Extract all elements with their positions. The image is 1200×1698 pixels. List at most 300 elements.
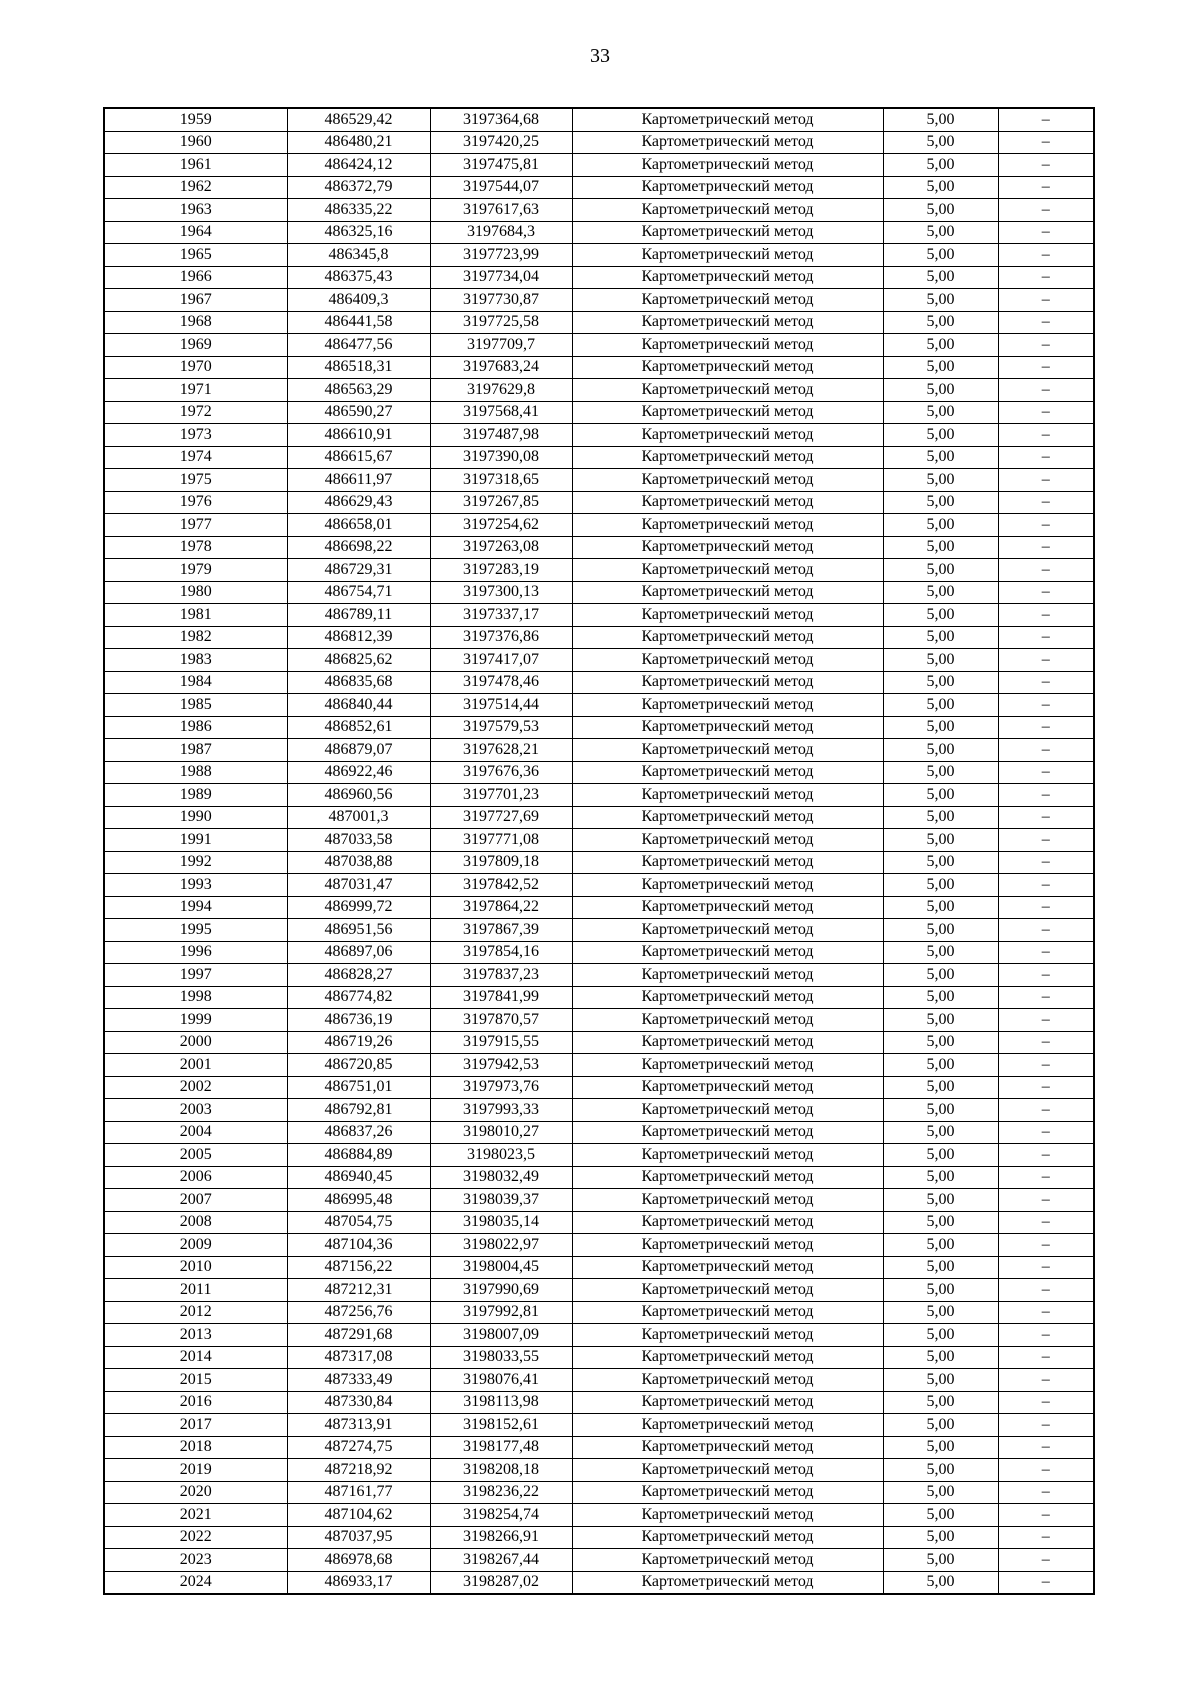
point-number-cell: 2000 [104,1031,287,1054]
method-cell: Картометрический метод [572,1301,883,1324]
x-coordinate-cell: 486477,56 [287,334,430,357]
x-coordinate-cell: 487031,47 [287,874,430,897]
y-coordinate-cell: 3197390,08 [430,446,572,469]
y-coordinate-cell: 3198010,27 [430,1121,572,1144]
x-coordinate-cell: 486940,45 [287,1166,430,1189]
precision-cell: 5,00 [883,108,998,131]
table-row [104,851,1094,874]
y-coordinate-cell: 3198267,44 [430,1549,572,1572]
x-coordinate-cell: 486590,27 [287,401,430,424]
precision-cell: 5,00 [883,446,998,469]
method-cell: Картометрический метод [572,829,883,852]
method-cell: Картометрический метод [572,1031,883,1054]
y-coordinate-cell: 3197870,57 [430,1009,572,1032]
precision-cell: 5,00 [883,221,998,244]
precision-cell: 5,00 [883,1121,998,1144]
method-cell: Картометрический метод [572,1324,883,1347]
dash-cell: – [998,1459,1094,1482]
method-cell: Картометрический метод [572,1414,883,1437]
x-coordinate-cell: 486719,26 [287,1031,430,1054]
y-coordinate-cell: 3197318,65 [430,469,572,492]
dash-cell: – [998,694,1094,717]
x-coordinate-cell: 486563,29 [287,379,430,402]
x-coordinate-cell: 486698,22 [287,536,430,559]
x-coordinate-cell: 486897,06 [287,941,430,964]
point-number-cell: 1975 [104,469,287,492]
dash-cell: – [998,108,1094,131]
x-coordinate-cell: 487161,77 [287,1481,430,1504]
precision-cell: 5,00 [883,356,998,379]
method-cell: Картометрический метод [572,806,883,829]
page-number: 33 [590,45,610,67]
dash-cell: – [998,334,1094,357]
point-number-cell: 1961 [104,154,287,177]
point-number-cell: 1983 [104,649,287,672]
method-cell: Картометрический метод [572,671,883,694]
x-coordinate-cell: 486335,22 [287,199,430,222]
point-number-cell: 2022 [104,1526,287,1549]
precision-cell: 5,00 [883,1189,998,1212]
method-cell: Картометрический метод [572,784,883,807]
dash-cell: – [998,1121,1094,1144]
y-coordinate-cell: 3197478,46 [430,671,572,694]
dash-cell: – [998,1211,1094,1234]
table-row [104,424,1094,447]
point-number-cell: 1962 [104,176,287,199]
precision-cell: 5,00 [883,1076,998,1099]
point-number-cell: 2006 [104,1166,287,1189]
point-number-cell: 1993 [104,874,287,897]
method-cell: Картометрический метод [572,356,883,379]
method-cell: Картометрический метод [572,154,883,177]
method-cell: Картометрический метод [572,424,883,447]
point-number-cell: 2003 [104,1099,287,1122]
method-cell: Картометрический метод [572,1504,883,1527]
precision-cell: 5,00 [883,581,998,604]
y-coordinate-cell: 3197725,58 [430,311,572,334]
x-coordinate-cell: 486884,89 [287,1144,430,1167]
point-number-cell: 1986 [104,716,287,739]
dash-cell: – [998,919,1094,942]
table-row [104,131,1094,154]
point-number-cell: 1988 [104,761,287,784]
dash-cell: – [998,1166,1094,1189]
x-coordinate-cell: 486325,16 [287,221,430,244]
table-row [104,1031,1094,1054]
dash-cell: – [998,1526,1094,1549]
method-cell: Картометрический метод [572,1436,883,1459]
table-row [104,514,1094,537]
x-coordinate-cell: 486922,46 [287,761,430,784]
point-number-cell: 1972 [104,401,287,424]
table-row [104,1549,1094,1572]
dash-cell: – [998,514,1094,537]
precision-cell: 5,00 [883,1346,998,1369]
point-number-cell: 2015 [104,1369,287,1392]
dash-cell: – [998,1324,1094,1347]
y-coordinate-cell: 3197267,85 [430,491,572,514]
precision-cell: 5,00 [883,604,998,627]
point-number-cell: 1976 [104,491,287,514]
y-coordinate-cell: 3197376,86 [430,626,572,649]
point-number-cell: 1990 [104,806,287,829]
x-coordinate-cell: 486960,56 [287,784,430,807]
method-cell: Картометрический метод [572,221,883,244]
table-row [104,1436,1094,1459]
precision-cell: 5,00 [883,1301,998,1324]
x-coordinate-cell: 486774,82 [287,986,430,1009]
precision-cell: 5,00 [883,424,998,447]
y-coordinate-cell: 3197420,25 [430,131,572,154]
point-number-cell: 2004 [104,1121,287,1144]
dash-cell: – [998,784,1094,807]
point-number-cell: 2010 [104,1256,287,1279]
y-coordinate-cell: 3197568,41 [430,401,572,424]
dash-cell: – [998,649,1094,672]
point-number-cell: 1977 [104,514,287,537]
method-cell: Картометрический метод [572,1346,883,1369]
x-coordinate-cell: 487156,22 [287,1256,430,1279]
y-coordinate-cell: 3197915,55 [430,1031,572,1054]
y-coordinate-cell: 3198035,14 [430,1211,572,1234]
table-row [104,896,1094,919]
precision-cell: 5,00 [883,649,998,672]
precision-cell: 5,00 [883,1504,998,1527]
y-coordinate-cell: 3197990,69 [430,1279,572,1302]
table-row [104,1301,1094,1324]
point-number-cell: 1978 [104,536,287,559]
point-number-cell: 2019 [104,1459,287,1482]
table-row [104,1166,1094,1189]
table-row [104,1459,1094,1482]
point-number-cell: 1995 [104,919,287,942]
dash-cell: – [998,401,1094,424]
method-cell: Картометрический метод [572,334,883,357]
precision-cell: 5,00 [883,1211,998,1234]
precision-cell: 5,00 [883,1009,998,1032]
method-cell: Картометрический метод [572,1571,883,1594]
y-coordinate-cell: 3197283,19 [430,559,572,582]
precision-cell: 5,00 [883,671,998,694]
table-row [104,244,1094,267]
precision-cell: 5,00 [883,401,998,424]
x-coordinate-cell: 486828,27 [287,964,430,987]
x-coordinate-cell: 487317,08 [287,1346,430,1369]
method-cell: Картометрический метод [572,1234,883,1257]
precision-cell: 5,00 [883,266,998,289]
dash-cell: – [998,131,1094,154]
precision-cell: 5,00 [883,1099,998,1122]
precision-cell: 5,00 [883,289,998,312]
point-number-cell: 1965 [104,244,287,267]
dash-cell: – [998,896,1094,919]
x-coordinate-cell: 486995,48 [287,1189,430,1212]
precision-cell: 5,00 [883,244,998,267]
x-coordinate-cell: 486951,56 [287,919,430,942]
point-number-cell: 2016 [104,1391,287,1414]
dash-cell: – [998,761,1094,784]
point-number-cell: 2009 [104,1234,287,1257]
dash-cell: – [998,221,1094,244]
table-row [104,694,1094,717]
precision-cell: 5,00 [883,1369,998,1392]
precision-cell: 5,00 [883,1526,998,1549]
y-coordinate-cell: 3197628,21 [430,739,572,762]
precision-cell: 5,00 [883,491,998,514]
x-coordinate-cell: 486792,81 [287,1099,430,1122]
table-row [104,829,1094,852]
x-coordinate-cell: 486629,43 [287,491,430,514]
y-coordinate-cell: 3197617,63 [430,199,572,222]
y-coordinate-cell: 3198033,55 [430,1346,572,1369]
table-row [104,154,1094,177]
dash-cell: – [998,424,1094,447]
x-coordinate-cell: 486424,12 [287,154,430,177]
x-coordinate-cell: 487330,84 [287,1391,430,1414]
method-cell: Картометрический метод [572,1054,883,1077]
point-number-cell: 2023 [104,1549,287,1572]
x-coordinate-cell: 486825,62 [287,649,430,672]
table-row [104,379,1094,402]
x-coordinate-cell: 486658,01 [287,514,430,537]
precision-cell: 5,00 [883,1234,998,1257]
y-coordinate-cell: 3197701,23 [430,784,572,807]
precision-cell: 5,00 [883,1481,998,1504]
dash-cell: – [998,604,1094,627]
point-number-cell: 2020 [104,1481,287,1504]
x-coordinate-cell: 487001,3 [287,806,430,829]
precision-cell: 5,00 [883,986,998,1009]
y-coordinate-cell: 3197771,08 [430,829,572,852]
x-coordinate-cell: 487218,92 [287,1459,430,1482]
point-number-cell: 2011 [104,1279,287,1302]
x-coordinate-cell: 486933,17 [287,1571,430,1594]
x-coordinate-cell: 487333,49 [287,1369,430,1392]
point-number-cell: 1994 [104,896,287,919]
point-number-cell: 1991 [104,829,287,852]
precision-cell: 5,00 [883,1144,998,1167]
dash-cell: – [998,1391,1094,1414]
table-row [104,1234,1094,1257]
dash-cell: – [998,1481,1094,1504]
method-cell: Картометрический метод [572,919,883,942]
x-coordinate-cell: 486611,97 [287,469,430,492]
point-number-cell: 1970 [104,356,287,379]
table-row [104,1009,1094,1032]
table-row [104,1144,1094,1167]
table-row [104,739,1094,762]
y-coordinate-cell: 3198032,49 [430,1166,572,1189]
x-coordinate-cell: 487104,62 [287,1504,430,1527]
y-coordinate-cell: 3198152,61 [430,1414,572,1437]
dash-cell: – [998,311,1094,334]
coordinates-table [103,107,1095,1595]
dash-cell: – [998,469,1094,492]
x-coordinate-cell: 486615,67 [287,446,430,469]
precision-cell: 5,00 [883,1459,998,1482]
precision-cell: 5,00 [883,199,998,222]
point-number-cell: 1968 [104,311,287,334]
method-cell: Картометрический метод [572,1549,883,1572]
y-coordinate-cell: 3197734,04 [430,266,572,289]
y-coordinate-cell: 3197544,07 [430,176,572,199]
dash-cell: – [998,986,1094,1009]
table-row [104,806,1094,829]
y-coordinate-cell: 3197676,36 [430,761,572,784]
table-row [104,1414,1094,1437]
table-row [104,311,1094,334]
table-row [104,784,1094,807]
dash-cell: – [998,289,1094,312]
table-row [104,536,1094,559]
table-row [104,964,1094,987]
precision-cell: 5,00 [883,829,998,852]
table-row [104,581,1094,604]
dash-cell: – [998,851,1094,874]
y-coordinate-cell: 3197254,62 [430,514,572,537]
point-number-cell: 1973 [104,424,287,447]
y-coordinate-cell: 3198236,22 [430,1481,572,1504]
precision-cell: 5,00 [883,311,998,334]
method-cell: Картометрический метод [572,1166,883,1189]
method-cell: Картометрический метод [572,559,883,582]
table-row [104,1504,1094,1527]
x-coordinate-cell: 486372,79 [287,176,430,199]
table-row [104,1256,1094,1279]
y-coordinate-cell: 3197487,98 [430,424,572,447]
point-number-cell: 1959 [104,108,287,131]
point-number-cell: 1964 [104,221,287,244]
x-coordinate-cell: 486441,58 [287,311,430,334]
method-cell: Картометрический метод [572,266,883,289]
dash-cell: – [998,1144,1094,1167]
dash-cell: – [998,1234,1094,1257]
table-row [104,761,1094,784]
dash-cell: – [998,716,1094,739]
dash-cell: – [998,244,1094,267]
method-cell: Картометрический метод [572,1144,883,1167]
precision-cell: 5,00 [883,176,998,199]
y-coordinate-cell: 3197300,13 [430,581,572,604]
table-row [104,334,1094,357]
method-cell: Картометрический метод [572,244,883,267]
method-cell: Картометрический метод [572,108,883,131]
x-coordinate-cell: 486754,71 [287,581,430,604]
point-number-cell: 2017 [104,1414,287,1437]
precision-cell: 5,00 [883,1436,998,1459]
dash-cell: – [998,1301,1094,1324]
point-number-cell: 2007 [104,1189,287,1212]
table-row [104,671,1094,694]
dash-cell: – [998,1279,1094,1302]
point-number-cell: 1981 [104,604,287,627]
method-cell: Картометрический метод [572,964,883,987]
table-row [104,919,1094,942]
precision-cell: 5,00 [883,1571,998,1594]
y-coordinate-cell: 3198004,45 [430,1256,572,1279]
x-coordinate-cell: 486852,61 [287,716,430,739]
y-coordinate-cell: 3197684,3 [430,221,572,244]
method-cell: Картометрический метод [572,581,883,604]
point-number-cell: 1963 [104,199,287,222]
point-number-cell: 1984 [104,671,287,694]
point-number-cell: 2021 [104,1504,287,1527]
dash-cell: – [998,176,1094,199]
x-coordinate-cell: 486375,43 [287,266,430,289]
point-number-cell: 1974 [104,446,287,469]
table-row [104,446,1094,469]
point-number-cell: 1966 [104,266,287,289]
method-cell: Картометрический метод [572,1526,883,1549]
point-number-cell: 1979 [104,559,287,582]
method-cell: Картометрический метод [572,649,883,672]
table-row [104,1391,1094,1414]
precision-cell: 5,00 [883,334,998,357]
x-coordinate-cell: 486409,3 [287,289,430,312]
method-cell: Картометрический метод [572,1391,883,1414]
precision-cell: 5,00 [883,694,998,717]
precision-cell: 5,00 [883,739,998,762]
method-cell: Картометрический метод [572,536,883,559]
y-coordinate-cell: 3197364,68 [430,108,572,131]
point-number-cell: 1969 [104,334,287,357]
y-coordinate-cell: 3197867,39 [430,919,572,942]
precision-cell: 5,00 [883,1391,998,1414]
x-coordinate-cell: 486978,68 [287,1549,430,1572]
dash-cell: – [998,1414,1094,1437]
precision-cell: 5,00 [883,469,998,492]
point-number-cell: 1997 [104,964,287,987]
table-row [104,1099,1094,1122]
table-row [104,469,1094,492]
y-coordinate-cell: 3197263,08 [430,536,572,559]
y-coordinate-cell: 3198254,74 [430,1504,572,1527]
method-cell: Картометрический метод [572,176,883,199]
precision-cell: 5,00 [883,626,998,649]
method-cell: Картометрический метод [572,491,883,514]
x-coordinate-cell: 486812,39 [287,626,430,649]
precision-cell: 5,00 [883,784,998,807]
method-cell: Картометрический метод [572,1009,883,1032]
method-cell: Картометрический метод [572,941,883,964]
y-coordinate-cell: 3198177,48 [430,1436,572,1459]
y-coordinate-cell: 3197841,99 [430,986,572,1009]
point-number-cell: 2001 [104,1054,287,1077]
y-coordinate-cell: 3197730,87 [430,289,572,312]
y-coordinate-cell: 3197475,81 [430,154,572,177]
method-cell: Картометрический метод [572,716,883,739]
x-coordinate-cell: 486736,19 [287,1009,430,1032]
point-number-cell: 2002 [104,1076,287,1099]
table-row [104,176,1094,199]
dash-cell: – [998,154,1094,177]
precision-cell: 5,00 [883,716,998,739]
table-row [104,1076,1094,1099]
y-coordinate-cell: 3197709,7 [430,334,572,357]
dash-cell: – [998,491,1094,514]
table-row [104,1189,1094,1212]
x-coordinate-cell: 487291,68 [287,1324,430,1347]
point-number-cell: 1980 [104,581,287,604]
coordinates-table-body [104,108,1094,1594]
table-row [104,1571,1094,1594]
y-coordinate-cell: 3197683,24 [430,356,572,379]
y-coordinate-cell: 3197629,8 [430,379,572,402]
method-cell: Картометрический метод [572,311,883,334]
table-row [104,1054,1094,1077]
table-row [104,1346,1094,1369]
method-cell: Картометрический метод [572,739,883,762]
